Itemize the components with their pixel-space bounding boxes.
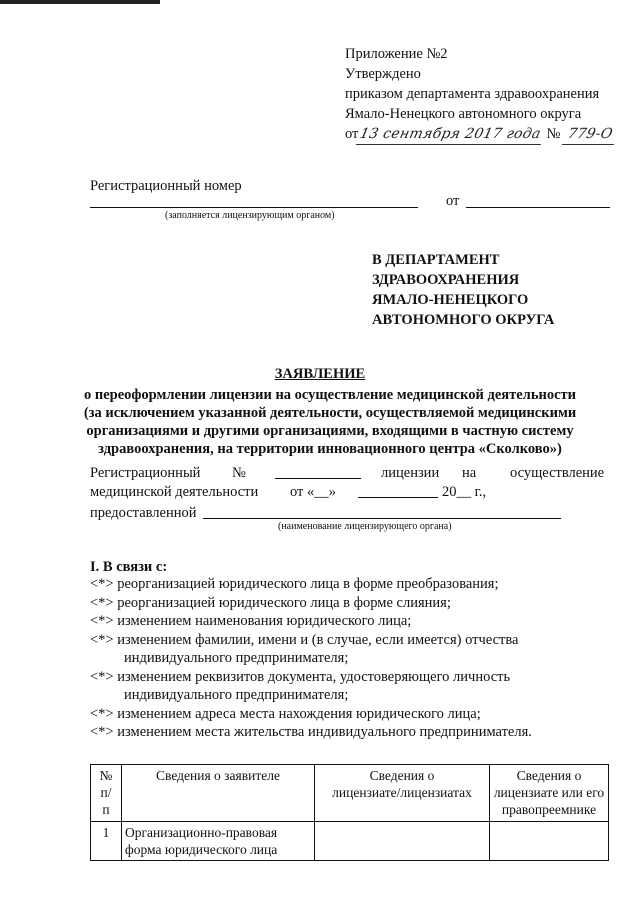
license-date-day: от «__»	[290, 484, 337, 500]
order-date-line	[345, 124, 616, 145]
subtitle-line: здравоохранения, на территории инновационного центра «Сколково»)	[98, 441, 562, 457]
order-num-prefix: №	[546, 126, 561, 142]
approved-label: Утверждено	[345, 66, 421, 82]
list-item-continuation: индивидуального предпринимателя;	[124, 650, 349, 666]
subtitle-line: о переоформлении лицензии на осуществление медицинской деятельности	[83, 387, 577, 403]
appendix-header	[345, 44, 616, 145]
row-licensee-cell[interactable]	[315, 822, 490, 861]
row-num: 1	[91, 822, 122, 861]
list-item: <*> реорганизацией юридического лица в форме слияния;	[90, 594, 451, 611]
row-successor-cell[interactable]	[490, 822, 609, 861]
license-para-word: медицинской деятельности	[90, 484, 259, 500]
header-text: Сведения о	[516, 768, 582, 783]
list-item: <*> изменением фамилии, имени и (в случае, если имеется) отчества	[90, 631, 519, 648]
col-header-num	[91, 765, 122, 822]
header-text: п	[102, 802, 110, 817]
table-row	[91, 822, 609, 861]
header-text: №	[99, 768, 113, 783]
col-header-applicant: Сведения о заявителе	[122, 765, 315, 822]
addressee-line: ЗДРАВООХРАНЕНИЯ	[372, 272, 520, 288]
table-header-row	[91, 765, 609, 822]
addressee-line: В ДЕПАРТАМЕНТ	[372, 252, 500, 268]
list-item: <*> реорганизацией юридического лица в форме преобразования;	[90, 576, 499, 592]
header-text: лицензиате или его	[493, 785, 605, 800]
license-para-word: лицензии	[381, 465, 440, 481]
registration-date-field[interactable]	[466, 207, 610, 208]
subtitle-line: (за исключением указанной деятельности, осуществляемой медицинскими	[83, 405, 577, 421]
license-para-word: №	[232, 465, 246, 481]
header-text: правопреемнике	[501, 802, 597, 817]
addressee-block	[372, 250, 554, 330]
row-applicant-field	[122, 822, 315, 861]
header-text: лицензиате/лицензиатах	[332, 785, 472, 800]
license-date-year: 20__ г.,	[442, 484, 487, 500]
appendix-number: Приложение №2	[345, 46, 448, 62]
cell-text: Организационно-правовая	[125, 825, 278, 840]
reasons-list	[90, 575, 532, 742]
license-date-month-field[interactable]	[358, 484, 438, 498]
document-title: ЗАЯВЛЕНИЕ	[274, 366, 366, 382]
order-line-1: приказом департамента здравоохранения	[345, 86, 600, 102]
list-item: <*> изменением наименования юридического лица;	[90, 613, 412, 629]
scan-top-edge	[0, 0, 160, 4]
cell-text: форма юридического лица	[125, 842, 278, 857]
licensing-authority-hint: (наименование лицензирующего органа)	[278, 521, 452, 532]
col-header-licensee	[315, 765, 490, 822]
applicant-table	[90, 764, 609, 861]
license-number-field[interactable]	[275, 465, 361, 479]
section-title: I. В связи с:	[90, 559, 168, 575]
addressee-line: АВТОНОМНОГО ОКРУГА	[372, 312, 555, 328]
license-para-word: на	[462, 465, 477, 481]
license-para-word: Регистрационный	[90, 465, 201, 481]
addressee-line: ЯМАЛО-НЕНЕЦКОГО	[372, 292, 529, 308]
document-subtitle	[60, 386, 600, 458]
registration-from-label: от	[446, 193, 460, 209]
list-item: <*> изменением места жительства индивидуального предпринимателя.	[90, 724, 532, 740]
list-item: <*> изменением реквизитов документа, удостоверяющего личность	[90, 668, 511, 685]
order-line-2: Ямало-Ненецкого автономного округа	[345, 106, 582, 122]
list-item: <*> изменением адреса места нахождения юридического лица;	[90, 705, 481, 722]
registration-label: Регистрационный номер	[90, 178, 242, 194]
registration-number-field[interactable]	[90, 207, 418, 208]
license-para-word: осуществление	[510, 465, 605, 481]
handwritten-number: 779-О	[562, 124, 619, 145]
order-from-prefix: от	[345, 126, 359, 142]
license-para-word: предоставленной	[90, 505, 197, 521]
handwritten-date: 13 сентября 2017 года	[356, 124, 545, 145]
licensing-authority-field[interactable]	[203, 505, 561, 519]
col-header-successor	[490, 765, 609, 822]
registration-hint: (заполняется лицензирующим органом)	[165, 210, 335, 221]
header-text: Сведения о	[369, 768, 435, 783]
subtitle-line: организациями и другими организациями, входящими в частную систему	[86, 423, 574, 439]
header-text: п/	[100, 785, 112, 800]
list-item-continuation: индивидуального предпринимателя;	[124, 687, 349, 703]
